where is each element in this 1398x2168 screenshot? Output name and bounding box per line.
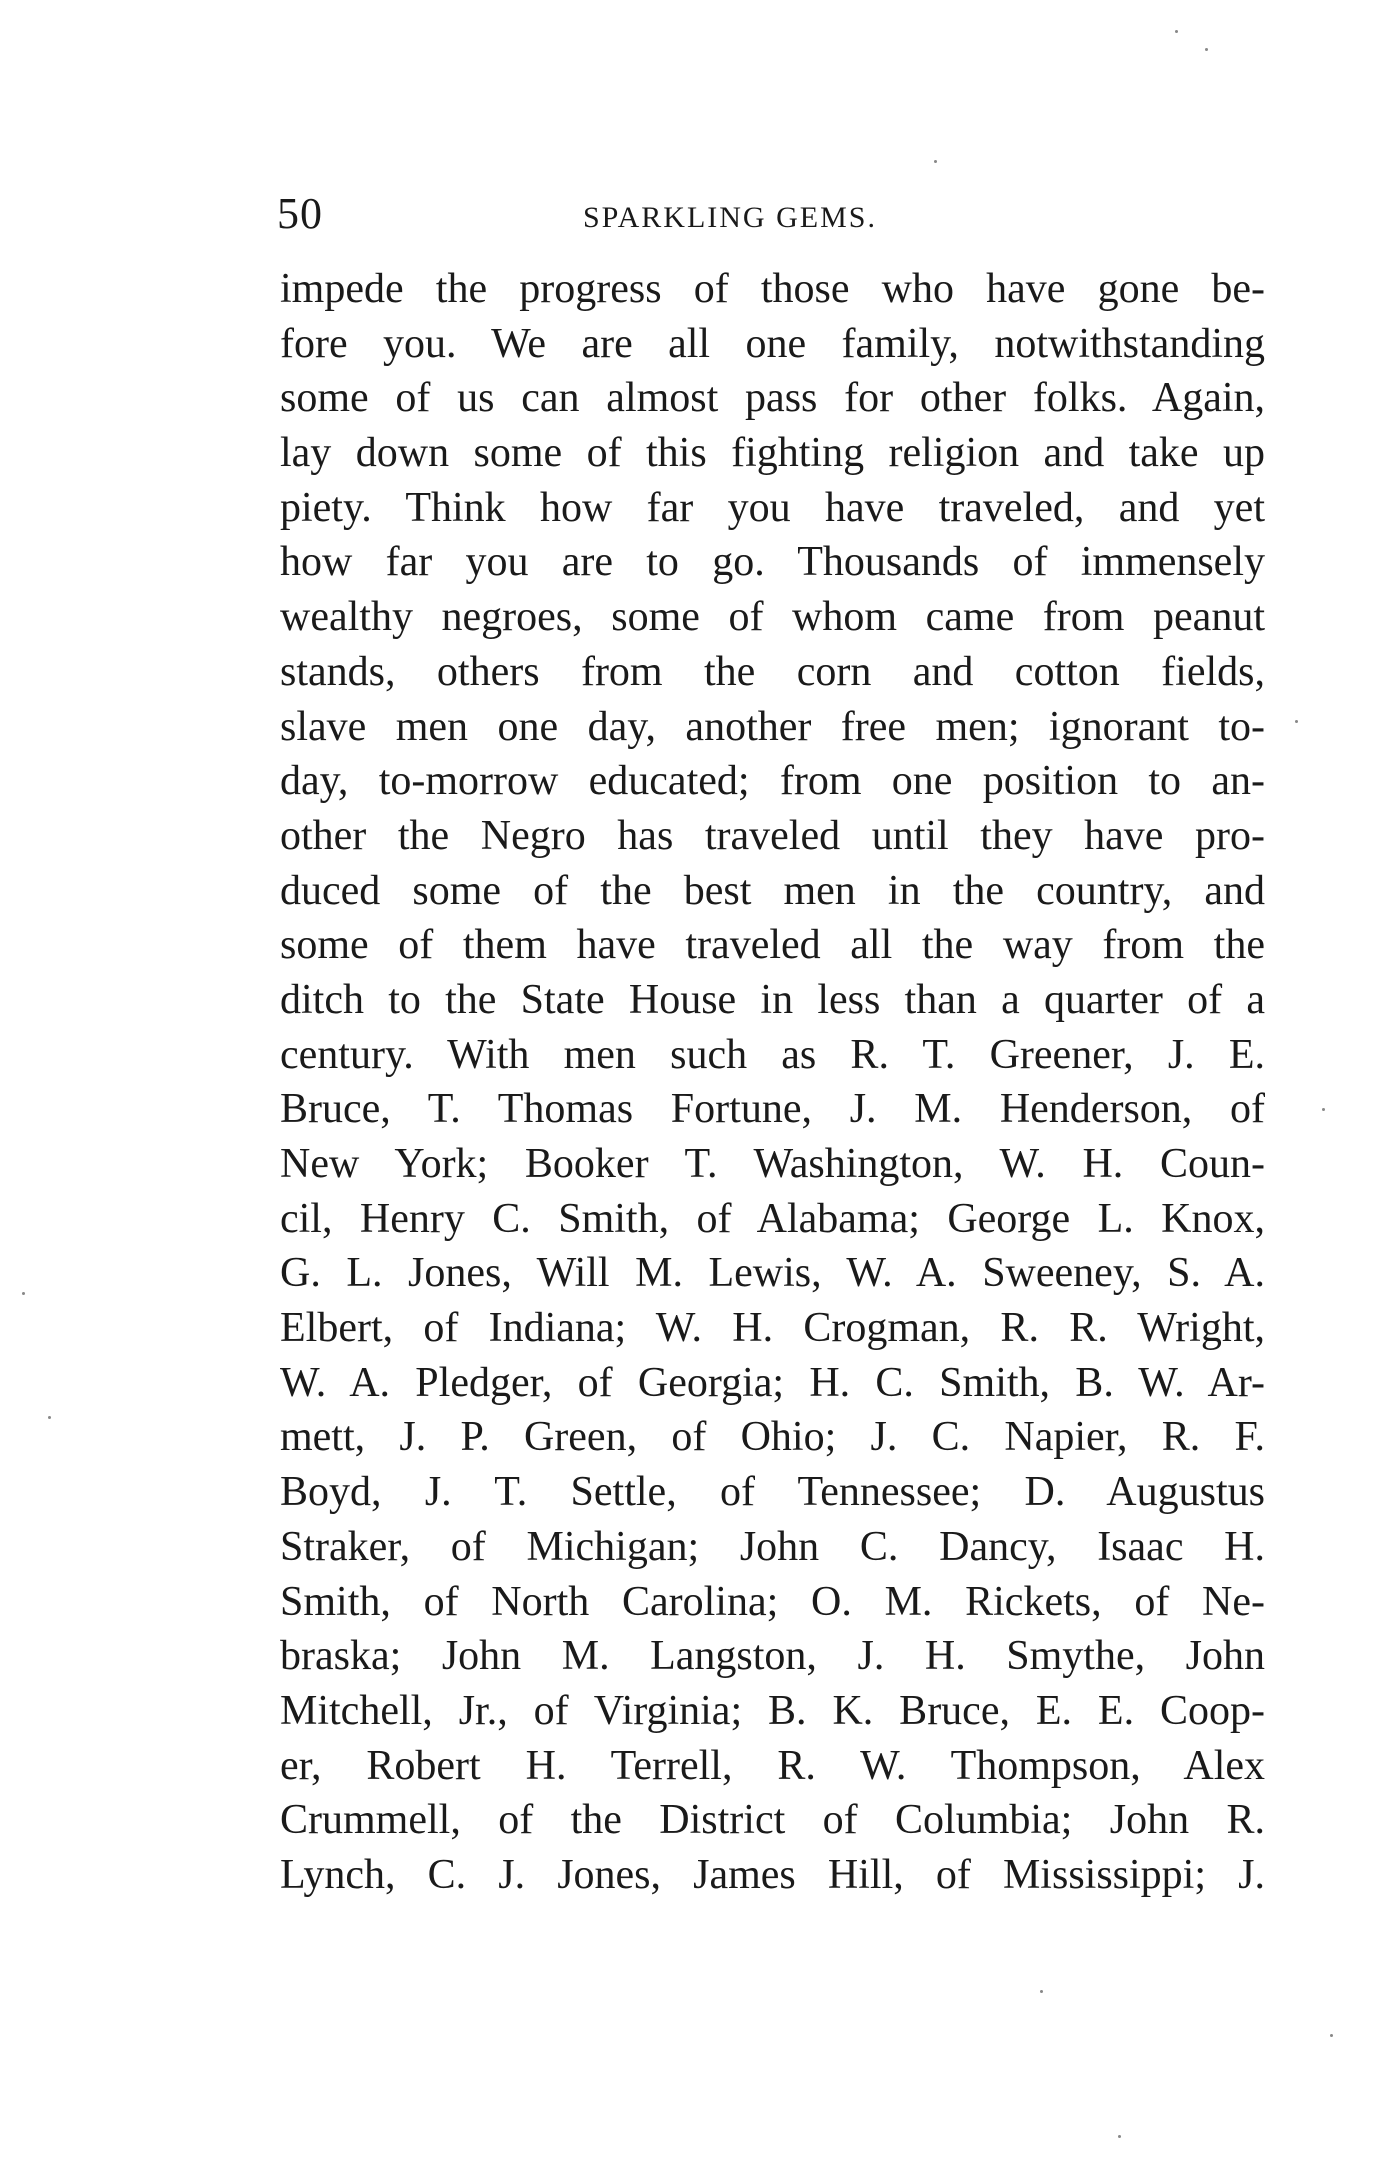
running-title: SPARKLING GEMS. (583, 201, 877, 234)
text-line: fore you. We are all one family, notwithstanding (280, 320, 1265, 367)
scan-speck (1175, 30, 1178, 33)
text-line: braska; John M. Langston, J. H. Smythe, John (280, 1633, 1265, 1680)
text-line: cil, Henry C. Smith, of Alabama; George L. Knox, (280, 1195, 1265, 1242)
text-line: er, Robert H. Terrell, R. W. Thompson, Alex (280, 1742, 1265, 1789)
text-line: Smith, of North Carolina; O. M. Rickets, of Ne- (280, 1578, 1265, 1625)
text-line: G. L. Jones, Will M. Lewis, W. A. Sweeney, S. A. (280, 1250, 1265, 1297)
body-text (280, 262, 1265, 1903)
scan-speck (1205, 48, 1208, 51)
text-line: Mitchell, Jr., of Virginia; B. K. Bruce, E. E. Coop- (280, 1687, 1265, 1734)
scan-speck (22, 1292, 25, 1295)
text-line: Boyd, J. T. Settle, of Tennessee; D. Augustus (280, 1469, 1265, 1516)
text-line: day, to-morrow educated; from one position to an- (280, 758, 1265, 805)
text-line: lay down some of this fighting religion and take up (280, 430, 1265, 477)
page-header (277, 186, 1257, 242)
scan-speck (1040, 1990, 1043, 1993)
text-line: slave men one day, another free men; ignorant to- (280, 703, 1265, 750)
text-line: piety. Think how far you have traveled, and yet (280, 484, 1265, 531)
text-line: W. A. Pledger, of Georgia; H. C. Smith, B. W. Ar- (280, 1359, 1265, 1406)
text-line: how far you are to go. Thousands of immensely (280, 539, 1265, 586)
scan-speck (934, 160, 937, 163)
text-line: stands, others from the corn and cotton fields, (280, 648, 1265, 695)
text-line: Elbert, of Indiana; W. H. Crogman, R. R. Wright, (280, 1305, 1265, 1352)
text-line: wealthy negroes, some of whom came from peanut (280, 594, 1265, 641)
scan-speck (1118, 2135, 1121, 2138)
scan-speck (48, 1416, 51, 1419)
text-line: ditch to the State House in less than a quarter of a (280, 976, 1265, 1023)
text-line: Crummell, of the District of Columbia; John R. (280, 1797, 1265, 1844)
text-line: some of us can almost pass for other folks. Again, (280, 375, 1265, 422)
text-line: New York; Booker T. Washington, W. H. Coun- (280, 1141, 1265, 1187)
scan-speck (1322, 1108, 1325, 1111)
text-line: Lynch, C. J. Jones, James Hill, of Mississippi; J. (280, 1851, 1265, 1898)
scan-speck (1330, 2034, 1333, 2037)
text-line: Bruce, T. Thomas Fortune, J. M. Henderson, of (280, 1086, 1265, 1133)
text-line: Straker, of Michigan; John C. Dancy, Isaac H. (280, 1523, 1265, 1570)
scan-speck (1295, 720, 1298, 723)
text-line: other the Negro has traveled until they have pro- (280, 812, 1265, 859)
page-number: 50 (277, 189, 323, 238)
text-line: mett, J. P. Green, of Ohio; J. C. Napier, R. F. (280, 1414, 1265, 1461)
text-line: some of them have traveled all the way from the (280, 922, 1265, 969)
text-line: duced some of the best men in the country, and (280, 867, 1265, 914)
text-line: century. With men such as R. T. Greener, J. E. (280, 1031, 1265, 1078)
text-line: impede the progress of those who have gone be- (280, 266, 1265, 312)
